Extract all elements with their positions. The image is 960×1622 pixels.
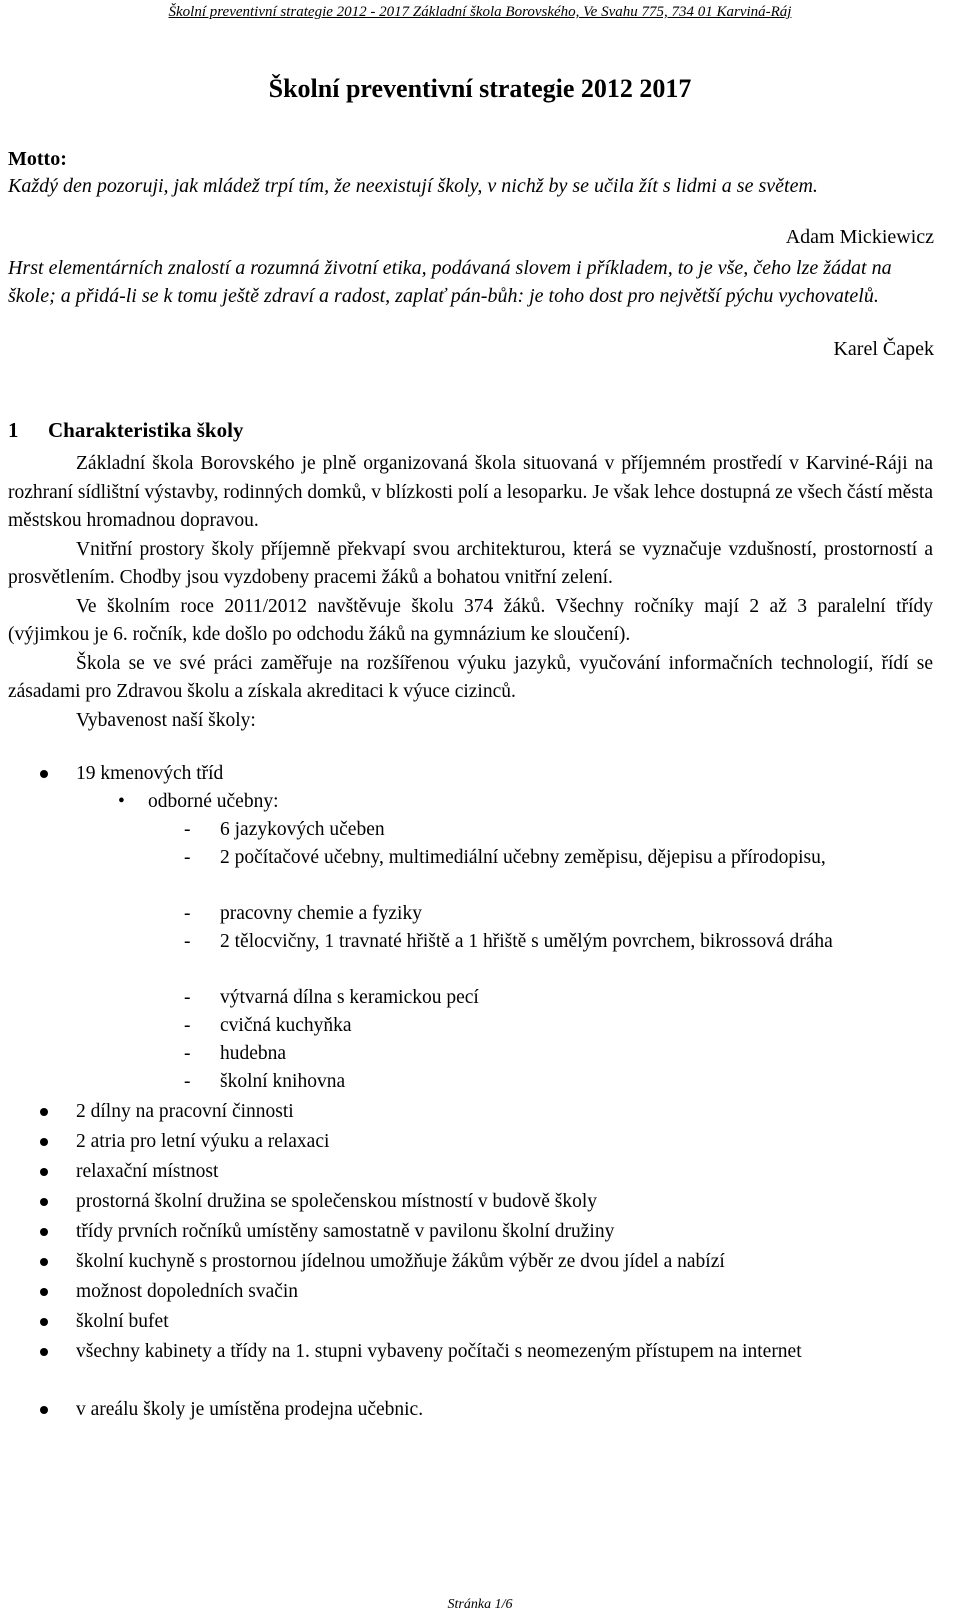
small-bullet-icon: •: [118, 791, 125, 812]
dash-icon: -: [184, 987, 191, 1008]
paragraph-equipment-intro: Vybavenost naší školy:: [76, 709, 256, 731]
dash-icon: -: [184, 1043, 191, 1064]
motto-label: Motto:: [8, 148, 67, 170]
paragraph: Vnitřní prostory školy příjemně překvapí svou architekturou, která se vyznačuje vzdušností, prostorností a prosvětlením. Chodby jsou vyzdobeny pracemi žáků a bohatou vnitřní zelení.: [8, 538, 933, 588]
dash-icon: -: [184, 1071, 191, 1092]
dash-item: - školní knihovna: [8, 1068, 933, 1098]
equipment-list: [8, 760, 933, 1426]
bullet-icon: [40, 1168, 48, 1176]
quote-author-mickiewicz: Adam Mickiewicz: [785, 226, 934, 248]
section-title: Charakteristika školy: [48, 418, 244, 442]
dash-icon: -: [184, 819, 191, 840]
dash-icon: -: [184, 903, 191, 924]
list-item: možnost dopoledních svačin: [8, 1278, 933, 1308]
dash-item: - 2 tělocvičny, 1 travnaté hřiště a 1 hřiště s umělým povrchem, bikrossová dráha: [8, 928, 933, 984]
list-item: třídy prvních ročníků umístěny samostatně v pavilonu školní družiny: [8, 1218, 933, 1248]
sub-list-label: • odborné učebny:: [8, 788, 933, 816]
quote-capek: Hrst elementárních znalostí a rozumná životní etika, podávaná slovem i příkladem, to je vše, čeho lze žádat na škole; a přidá-li se k tomu ještě zdraví a radost, zaplať pán-bůh: je toho dost pro největší pýchu vychovatelů.: [8, 257, 892, 307]
list-item: všechny kabinety a třídy na 1. stupni vybaveny počítači s neomezeným přístupem na internet: [8, 1338, 933, 1396]
dash-item: - cvičná kuchyňka: [8, 1012, 933, 1040]
list-item: v areálu školy je umístěna prodejna učebnic.: [8, 1396, 933, 1426]
section-body: [8, 450, 933, 735]
bullet-icon: [40, 1288, 48, 1296]
bullet-icon: [40, 1318, 48, 1326]
dash-icon: -: [184, 847, 191, 868]
paragraph: Základní škola Borovského je plně organizovaná škola situovaná v příjemném prostředí v Karviné-Ráji na rozhraní sídlištní výstavby, rodinných domků, v blízkosti polí a lesoparku. Je však lehce dostupná ze všech částí města městskou hromadnou dopravou.: [8, 453, 933, 531]
bullet-icon: [40, 1198, 48, 1206]
section-number: 1: [8, 418, 19, 442]
dash-item: - 2 počítačové učebny, multimediální učebny zeměpisu, dějepisu a přírodopisu,: [8, 844, 933, 900]
page-number: Stránka 1/6: [447, 1597, 513, 1612]
dash-item: - hudebna: [8, 1040, 933, 1068]
bullet-icon: [40, 1108, 48, 1116]
bullet-icon: [40, 1138, 48, 1146]
list-item: relaxační místnost: [8, 1158, 933, 1188]
list-item: prostorná školní družina se společenskou místností v budově školy: [8, 1188, 933, 1218]
list-item: 2 atria pro letní výuku a relaxaci: [8, 1128, 933, 1158]
bullet-icon: [40, 1228, 48, 1236]
list-item: školní kuchyně s prostornou jídelnou umožňuje žákům výběr ze dvou jídel a nabízí: [8, 1248, 933, 1278]
dash-item: - výtvarná dílna s keramickou pecí: [8, 984, 933, 1012]
dash-icon: -: [184, 931, 191, 952]
bullet-icon: [40, 1258, 48, 1266]
list-item: 2 dílny na pracovní činnosti: [8, 1098, 933, 1128]
bullet-icon: [40, 1348, 48, 1356]
paragraph: Ve školním roce 2011/2012 navštěvuje školu 374 žáků. Všechny ročníky mají 2 až 3 paralelní třídy (výjimkou je 6. ročník, kde došlo po odchodu žáků na gymnázium ke sloučení).: [8, 595, 933, 645]
section-heading: [8, 418, 243, 443]
document-title: Školní preventivní strategie 2012 2017: [268, 74, 692, 103]
quote-author-capek: Karel Čapek: [833, 338, 934, 360]
list-item: 19 kmenových tříd: [8, 760, 933, 788]
dash-item: - 6 jazykových učeben: [8, 816, 933, 844]
quote-mickiewicz: Každý den pozoruji, jak mládež trpí tím, že neexistují školy, v nichž by se učila žít s lidmi a se světem.: [8, 175, 818, 197]
bullet-icon: [40, 770, 48, 778]
dash-item: - pracovny chemie a fyziky: [8, 900, 933, 928]
paragraph: Škola se ve své práci zaměřuje na rozšířenou výuku jazyků, vyučování informačních technologií, řídí se zásadami pro Zdravou školu a získala akreditaci k výuce cizinců.: [8, 652, 933, 702]
running-header: Školní preventivní strategie 2012 - 2017 Základní škola Borovského, Ve Svahu 775, 734 01 Karviná-Ráj: [168, 4, 792, 20]
bullet-icon: [40, 1406, 48, 1414]
list-item: školní bufet: [8, 1308, 933, 1338]
dash-icon: -: [184, 1015, 191, 1036]
